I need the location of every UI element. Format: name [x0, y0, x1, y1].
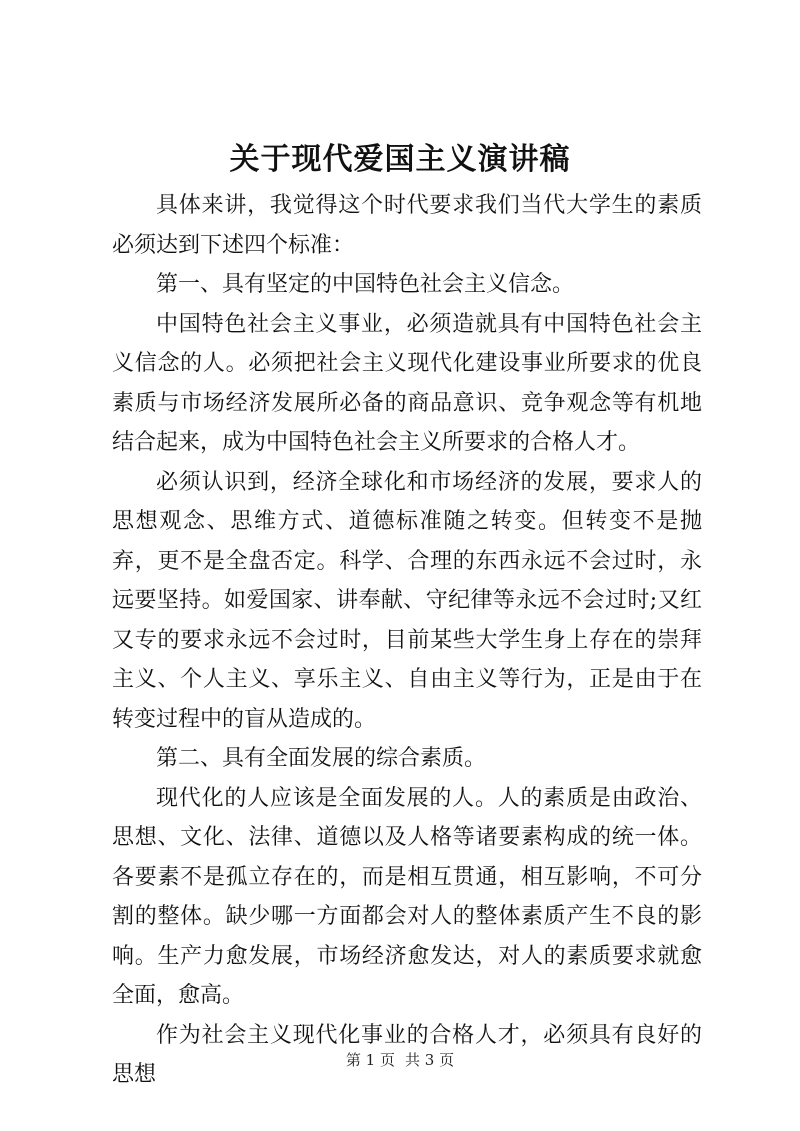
- paragraph-point-one-body: 中国特色社会主义事业，必须造就具有中国特色社会主义信念的人。必须把社会主义现代化建设事业所要求的优良素质与市场经济发展所必备的商品意识、竞争观念等有机地结合起来，成为中国特色社会主义所要求的合格人才。: [112, 311, 702, 455]
- page-number: 第 1 页: [345, 1051, 395, 1069]
- paragraph-point-one-detail: 必须认识到，经济全球化和市场经济的发展，要求人的思想观念、思维方式、道德标准随之转变。但转变不是抛弃，更不是全盘否定。科学、合理的东西永远不会过时，永远要坚持。如爱国家、讲奉献、守纪律等永远不会过时;又红又专的要求永远不会过时，目前某些大学生身上存在的崇拜主义、个人主义、享乐主义、自由主义等行为，正是由于在转变过程中的盲从造成的。: [112, 469, 702, 732]
- page-total: 共 3 页: [405, 1051, 455, 1069]
- paragraph-intro: 具体来讲，我觉得这个时代要求我们当代大学生的素质必须达到下述四个标准：: [112, 193, 702, 258]
- paragraph-point-one-heading: 第一、具有坚定的中国特色社会主义信念。: [156, 272, 575, 297]
- document-title: 关于现代爱国主义演讲稿: [229, 142, 571, 177]
- paragraph-continuation: 作为社会主义现代化事业的合格人才，必须具有良好的思想: [112, 1022, 702, 1087]
- paragraph-point-two-body: 现代化的人应该是全面发展的人。人的素质是由政治、思想、文化、法律、道德以及人格等诸要素构成的统一体。各要素不是孤立存在的，而是相互贯通，相互影响，不可分割的整体。缺少哪一方面都会对人的整体素质产生不良的影响。生产力愈发展，市场经济愈发达，对人的素质要求就愈全面，愈高。: [112, 785, 702, 1008]
- paragraph-point-two-heading: 第二、具有全面发展的综合素质。: [156, 746, 487, 771]
- document-body: [112, 186, 702, 1095]
- page-footer: [0, 1050, 800, 1070]
